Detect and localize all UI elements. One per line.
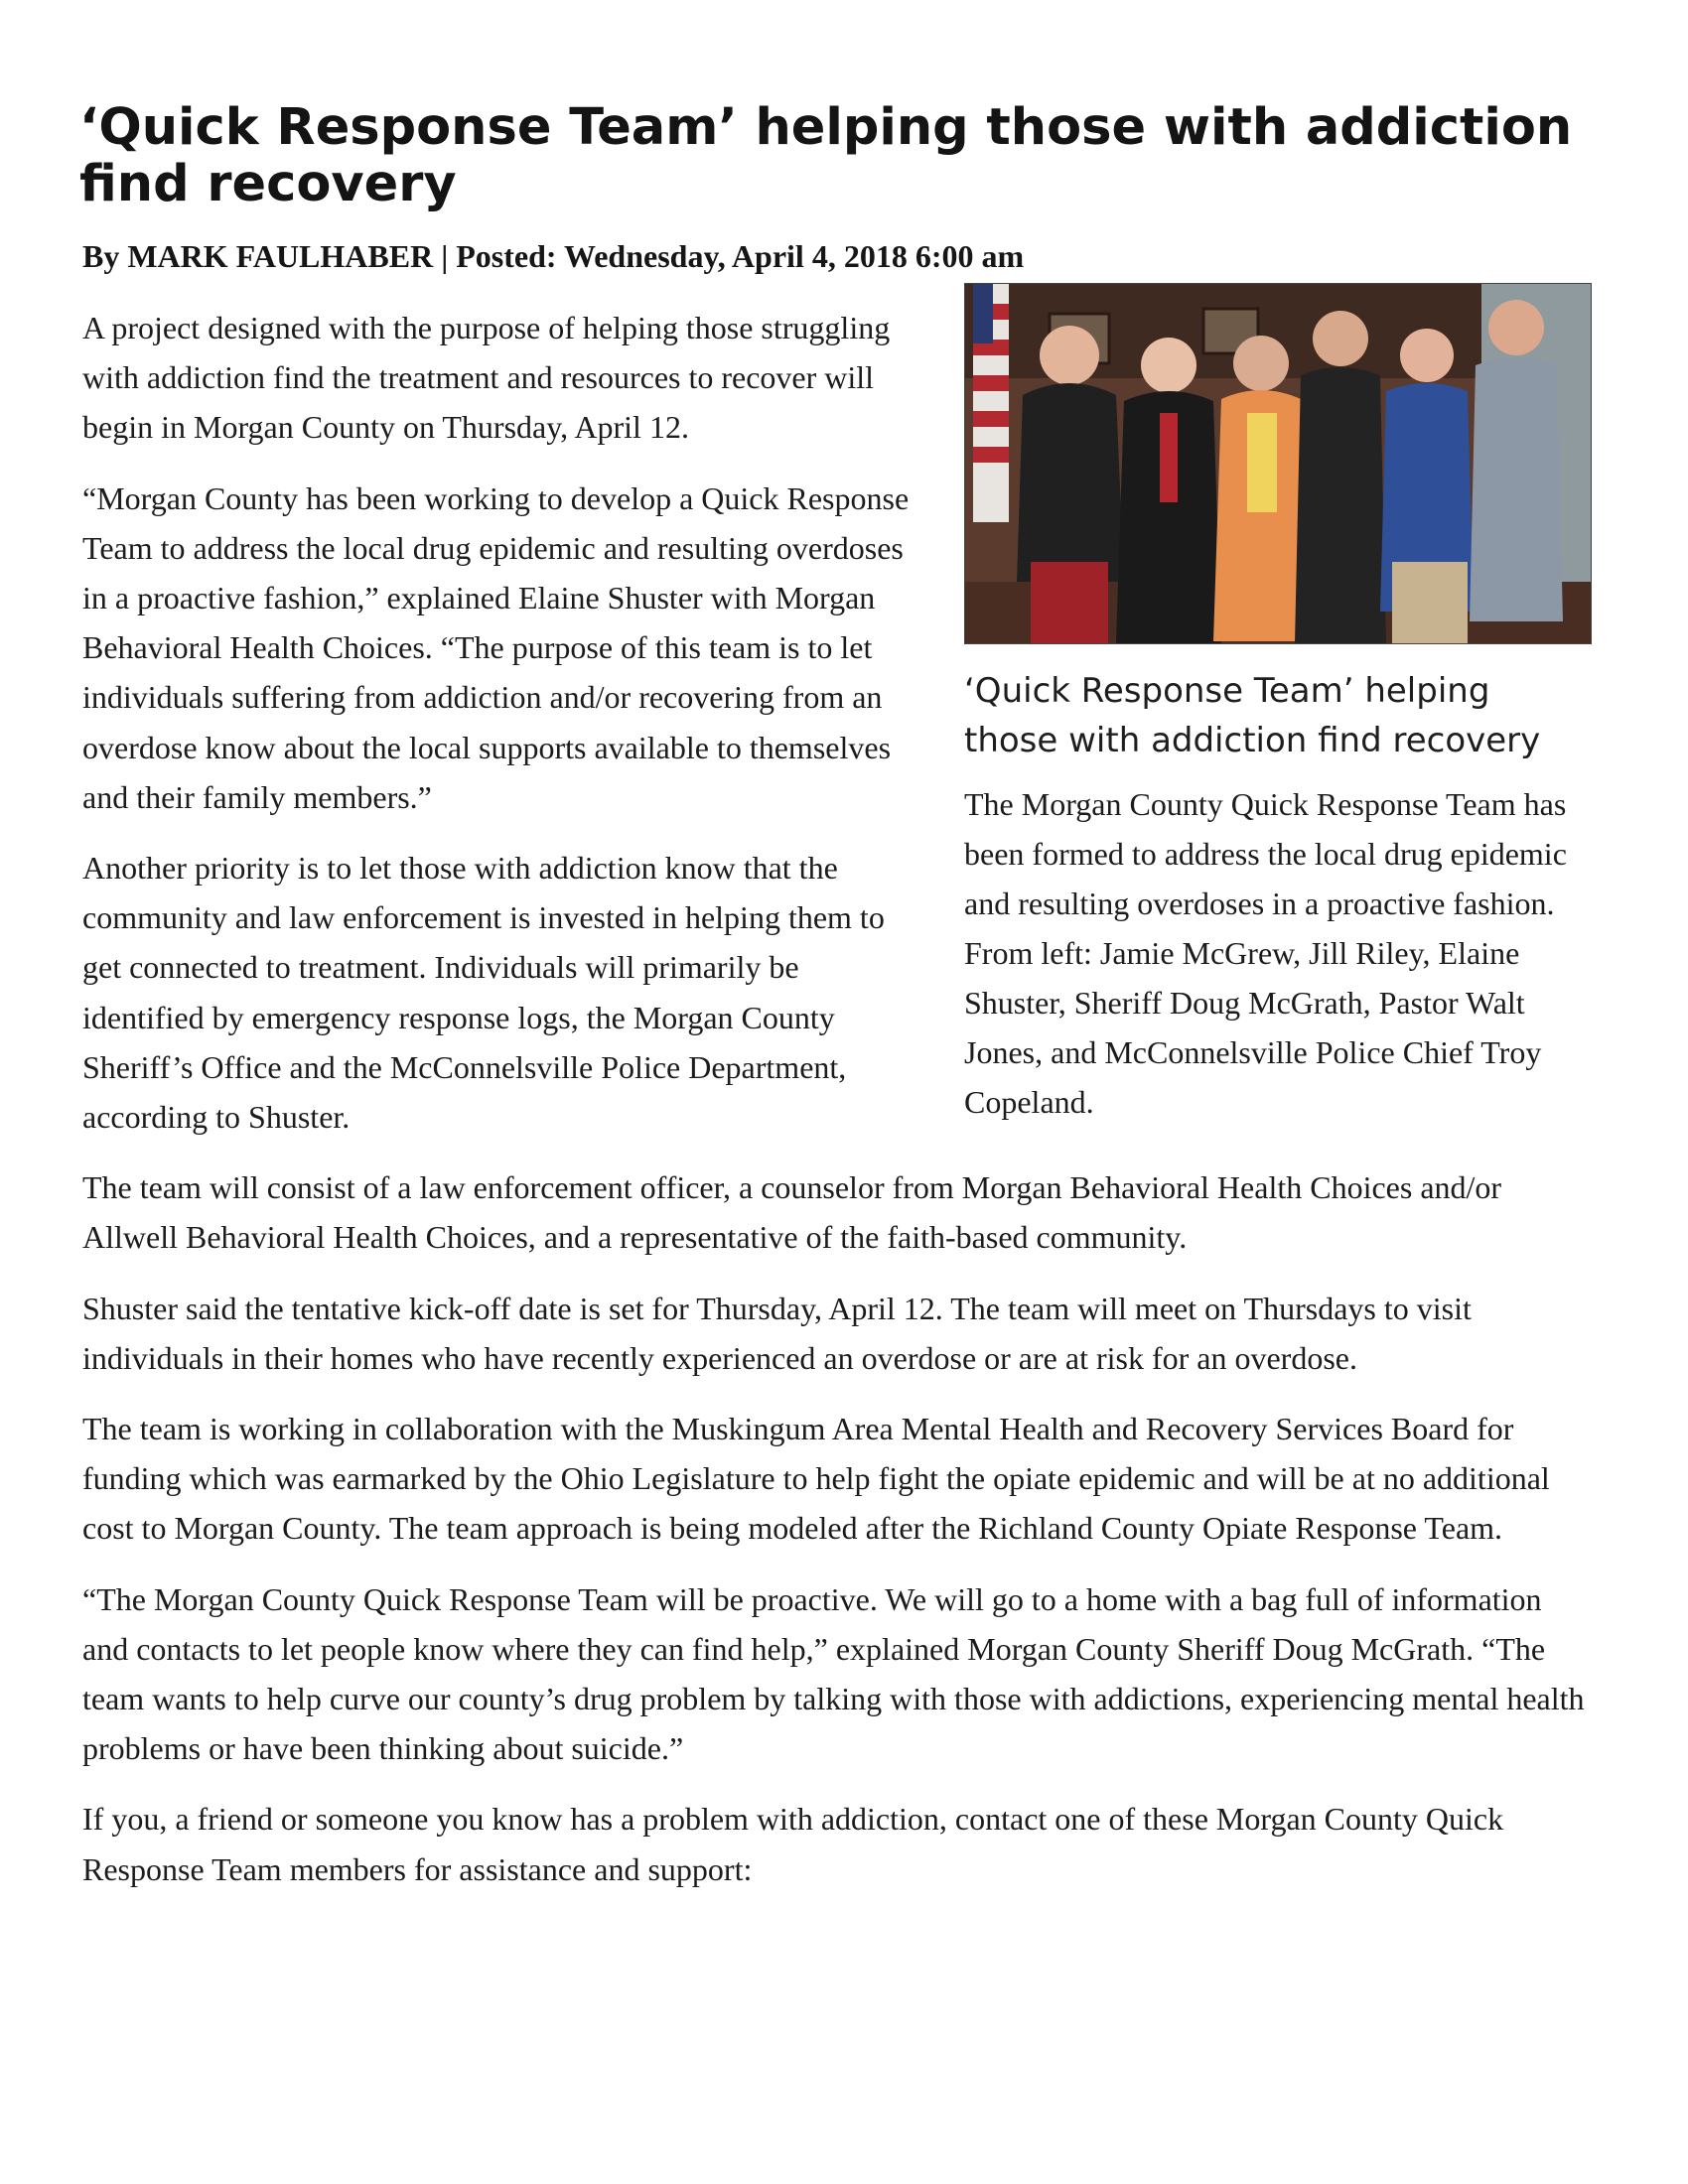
article-paragraph: If you, a friend or someone you know has a problem with addiction, contact one of these Morgan County Quick Response Team members for assistance and support: xyxy=(82,1801,1504,1887)
photo-caption-title: ‘Quick Response Team’ helping those with addiction find recovery xyxy=(964,671,1541,760)
article-paragraph: Shuster said the tentative kick-off date is set for Thursday, April 12. The team will meet on Thursdays to visit individuals in their homes who have recently experienced an overdose or are at risk for an overdose. xyxy=(82,1290,1472,1376)
article-headline: ‘Quick Response Team’ helping those with addiction find recovery xyxy=(79,98,1573,213)
article-byline: By MARK FAULHABER | Posted: Wednesday, April 4, 2018 6:00 am xyxy=(82,238,1025,274)
photo-caption: The Morgan County Quick Response Team has been formed to address the local drug epidemic and resulting overdoses in a proactive fashion. From left: Jamie McGrew, Jill Riley, Elaine Shuster, Sheriff Doug McGrath, Pastor Walt Jones, and McConnelsville Police Chief Troy Copeland. xyxy=(964,786,1567,1120)
group-photo xyxy=(964,283,1592,644)
article-paragraph: “Morgan County has been working to develop a Quick Response Team to address the local drug epidemic and resulting overdoses in a proactive fashion,” explained Elaine Shuster with Morgan Behavioral Health Choices. “The purpose of this team is to let individuals suffering from addiction and/or recovering from an overdose know about the local supports available to themselves and their family members.” xyxy=(82,479,910,815)
article-paragraph: The team is working in collaboration with the Muskingum Area Mental Health and Recovery Services Board for funding which was earmarked by the Ohio Legislature to help fight the opiate epidemic and will be at no additional cost to Morgan County. The team approach is being modeled after the Richland County Opiate Response Team. xyxy=(82,1411,1550,1547)
photo-figure xyxy=(964,283,1592,1127)
article-paragraph: The team will consist of a law enforcement officer, a counselor from Morgan Behavioral Health Choices and/or Allwell Behavioral Health Choices, and a representative of the faith-based community. xyxy=(82,1169,1502,1256)
article-paragraph: A project designed with the purpose of helping those struggling with addiction find the treatment and resources to recover will begin in Morgan County on Thursday, April 12. xyxy=(82,310,891,446)
article-paragraph: “The Morgan County Quick Response Team will be proactive. We will go to a home with a bag full of information and contacts to let people know where they can find help,” explained Morgan County Sheriff Doug McGrath. “The team wants to help curve our county’s drug problem by talking with those with addictions, experiencing mental health problems or have been thinking about suicide.” xyxy=(82,1580,1585,1767)
article-body xyxy=(82,303,1592,1915)
article-paragraph: Another priority is to let those with addiction know that the community and law enforcement is invested in helping them to get connected to treatment. Individuals will primarily be identified by emergency response logs, the Morgan County Sheriff’s Office and the McConnelsville Police Department, according to Shuster. xyxy=(82,850,885,1136)
